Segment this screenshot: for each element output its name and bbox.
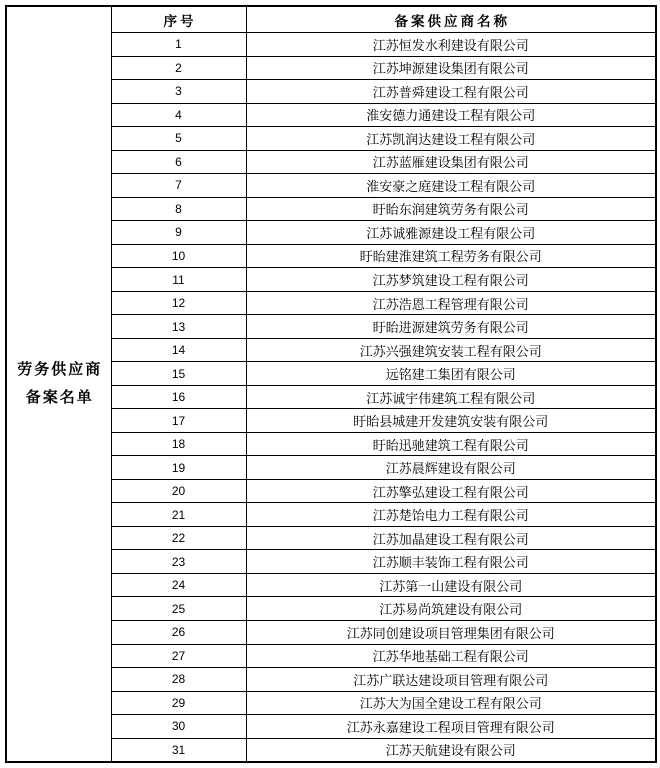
row-index: 3 <box>111 80 246 104</box>
supplier-name: 盱眙东润建筑劳务有限公司 <box>246 197 656 221</box>
table-body <box>6 6 656 762</box>
row-index: 13 <box>111 315 246 339</box>
row-index: 1 <box>111 33 246 57</box>
row-index: 15 <box>111 362 246 386</box>
supplier-name: 江苏华地基础工程有限公司 <box>246 644 656 668</box>
supplier-name: 江苏诚雅源建设工程有限公司 <box>246 221 656 245</box>
row-index: 19 <box>111 456 246 480</box>
row-index: 26 <box>111 620 246 644</box>
row-index: 14 <box>111 338 246 362</box>
row-index: 27 <box>111 644 246 668</box>
row-index: 5 <box>111 127 246 151</box>
supplier-name: 江苏蓝雁建设集团有限公司 <box>246 150 656 174</box>
supplier-name: 淮安豪之庭建设工程有限公司 <box>246 174 656 198</box>
row-index: 29 <box>111 691 246 715</box>
supplier-name: 江苏天航建设有限公司 <box>246 738 656 762</box>
supplier-name: 江苏晨辉建设有限公司 <box>246 456 656 480</box>
supplier-name: 江苏凯润达建设工程有限公司 <box>246 127 656 151</box>
supplier-name: 江苏浩恩工程管理有限公司 <box>246 291 656 315</box>
supplier-name: 江苏普舜建设工程有限公司 <box>246 80 656 104</box>
supplier-name: 江苏顺丰装饰工程有限公司 <box>246 550 656 574</box>
row-group-label <box>6 6 111 762</box>
column-header-name: 备案供应商名称 <box>246 6 656 33</box>
row-index: 16 <box>111 385 246 409</box>
row-index: 22 <box>111 526 246 550</box>
supplier-name: 远铭建工集团有限公司 <box>246 362 656 386</box>
supplier-name: 盱眙建淮建筑工程劳务有限公司 <box>246 244 656 268</box>
supplier-name: 江苏楚饴电力工程有限公司 <box>246 503 656 527</box>
supplier-name: 江苏坤源建设集团有限公司 <box>246 56 656 80</box>
supplier-name: 江苏诚宇伟建筑工程有限公司 <box>246 385 656 409</box>
supplier-name: 江苏永嘉建设工程项目管理有限公司 <box>246 715 656 739</box>
supplier-name: 淮安德力通建设工程有限公司 <box>246 103 656 127</box>
supplier-name: 江苏擎弘建设工程有限公司 <box>246 479 656 503</box>
row-index: 23 <box>111 550 246 574</box>
supplier-name: 盱眙迅驰建筑工程有限公司 <box>246 432 656 456</box>
row-index: 4 <box>111 103 246 127</box>
row-index: 7 <box>111 174 246 198</box>
row-index: 10 <box>111 244 246 268</box>
supplier-name: 江苏易尚筑建设有限公司 <box>246 597 656 621</box>
row-index: 18 <box>111 432 246 456</box>
row-index: 20 <box>111 479 246 503</box>
supplier-name: 江苏广联达建设项目管理有限公司 <box>246 668 656 692</box>
row-group-label-line2: 备案名单 <box>25 390 94 406</box>
supplier-name: 江苏梦筑建设工程有限公司 <box>246 268 656 292</box>
row-index: 24 <box>111 573 246 597</box>
row-index: 2 <box>111 56 246 80</box>
row-index: 28 <box>111 668 246 692</box>
row-index: 6 <box>111 150 246 174</box>
row-index: 17 <box>111 409 246 433</box>
row-index: 9 <box>111 221 246 245</box>
supplier-name: 江苏同创建设项目管理集团有限公司 <box>246 620 656 644</box>
supplier-name: 江苏第一山建设有限公司 <box>246 573 656 597</box>
table-header-row <box>6 6 656 33</box>
row-index: 8 <box>111 197 246 221</box>
row-index: 12 <box>111 291 246 315</box>
supplier-name: 江苏大为国全建设工程有限公司 <box>246 691 656 715</box>
row-index: 11 <box>111 268 246 292</box>
column-header-index: 序号 <box>111 6 246 33</box>
supplier-filing-table <box>5 5 657 763</box>
supplier-name: 江苏恒发水利建设有限公司 <box>246 33 656 57</box>
row-group-label-line1: 劳务供应商 <box>17 361 103 378</box>
supplier-name: 盱眙进源建筑劳务有限公司 <box>246 315 656 339</box>
supplier-name: 江苏兴强建筑安装工程有限公司 <box>246 338 656 362</box>
row-index: 30 <box>111 715 246 739</box>
row-index: 31 <box>111 738 246 762</box>
row-index: 25 <box>111 597 246 621</box>
supplier-name: 江苏加晶建设工程有限公司 <box>246 526 656 550</box>
row-index: 21 <box>111 503 246 527</box>
supplier-name: 盱眙县城建开发建筑安装有限公司 <box>246 409 656 433</box>
